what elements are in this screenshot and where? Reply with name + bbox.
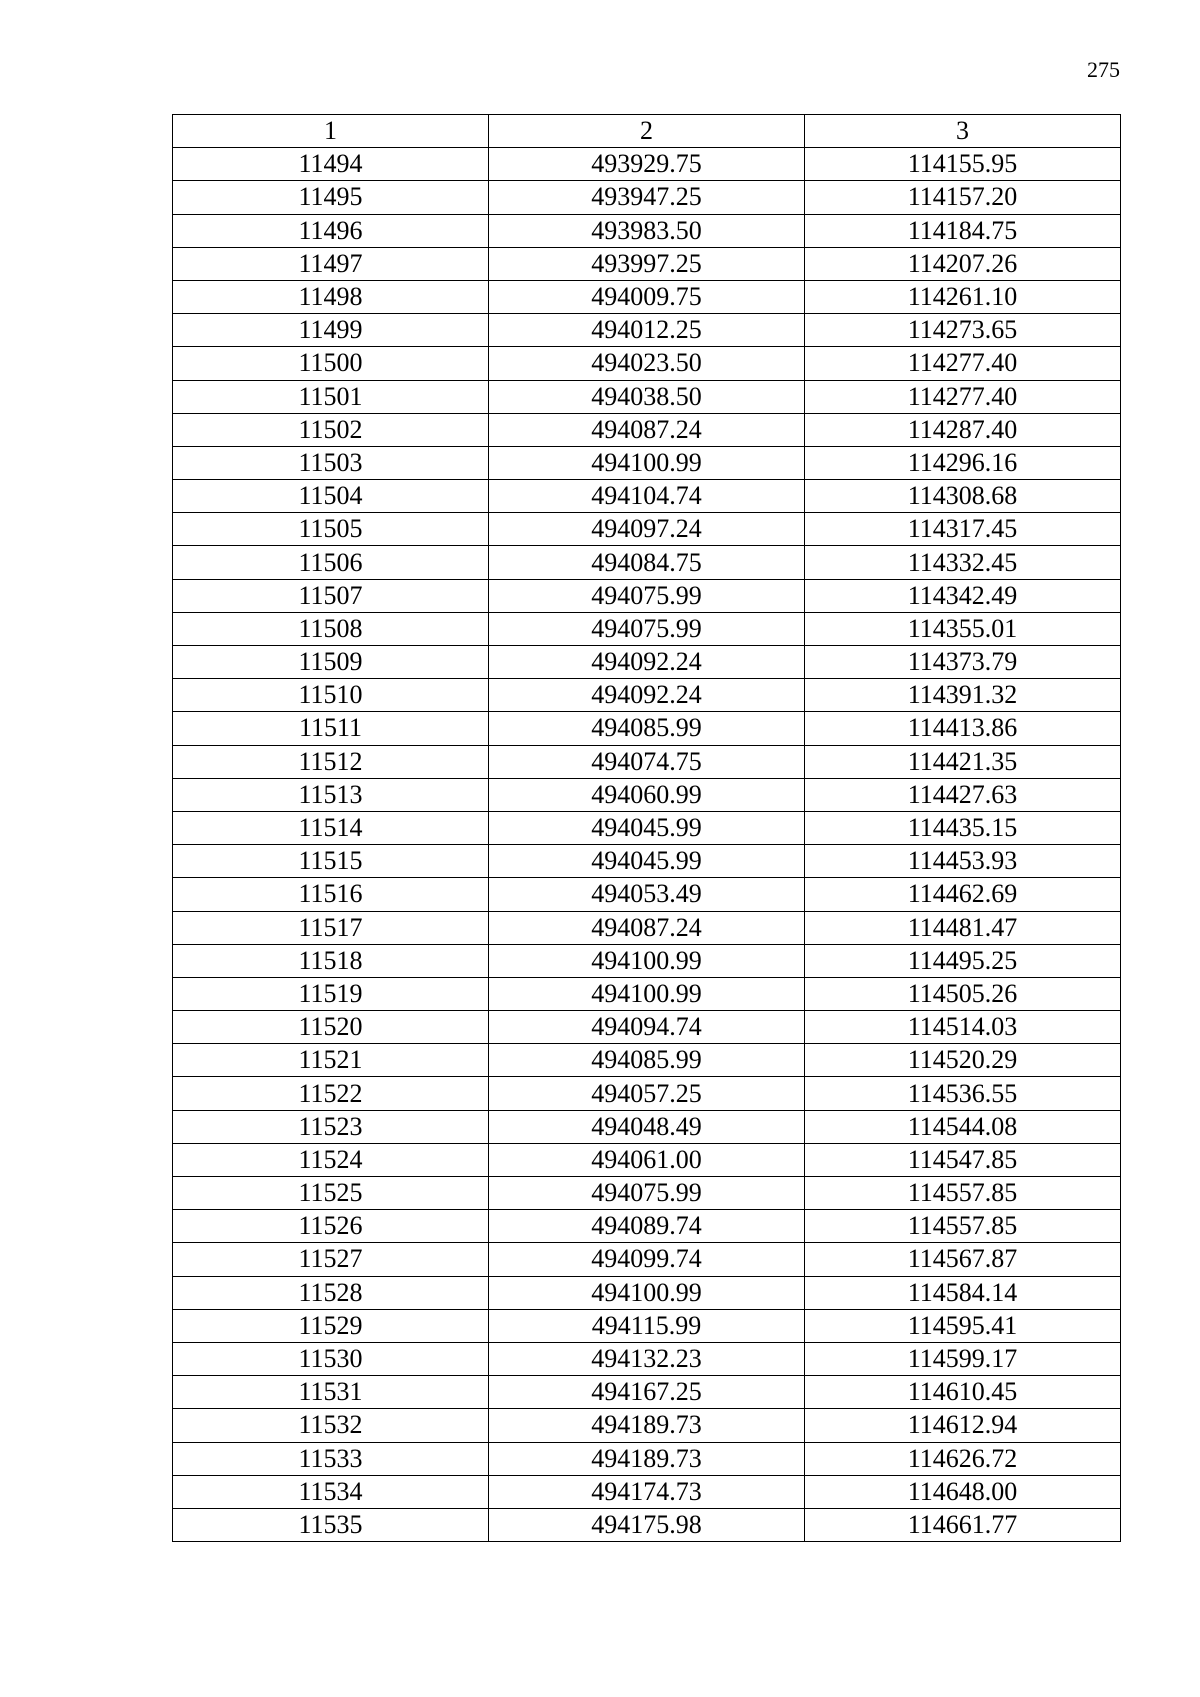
table-row xyxy=(173,778,1121,811)
table-cell-col-3: 114462.69 xyxy=(805,878,1121,911)
page-number: 275 xyxy=(1087,57,1120,82)
table-cell-col-1: 11510 xyxy=(173,679,489,712)
table-cell-col-1: 11528 xyxy=(173,1276,489,1309)
table-cell-col-1: 11519 xyxy=(173,977,489,1010)
table-cell-col-2: 494189.73 xyxy=(489,1442,805,1475)
table-cell-col-1: 11505 xyxy=(173,513,489,546)
table-row xyxy=(173,1011,1121,1044)
table-cell-col-2: 494012.25 xyxy=(489,314,805,347)
table-cell-col-3: 114355.01 xyxy=(805,612,1121,645)
table-cell-col-3: 114391.32 xyxy=(805,679,1121,712)
table-cell-col-1: 11520 xyxy=(173,1011,489,1044)
table-cell-col-2: 494132.23 xyxy=(489,1342,805,1375)
table-cell-col-2: 494175.98 xyxy=(489,1508,805,1541)
table-cell-col-2: 494167.25 xyxy=(489,1376,805,1409)
table-row xyxy=(173,314,1121,347)
table-header-row xyxy=(173,115,1121,148)
table-cell-col-2: 494092.24 xyxy=(489,646,805,679)
table-cell-col-2: 494053.49 xyxy=(489,878,805,911)
table-cell-col-3: 114481.47 xyxy=(805,911,1121,944)
table-row xyxy=(173,513,1121,546)
table-row xyxy=(173,944,1121,977)
table-cell-col-3: 114648.00 xyxy=(805,1475,1121,1508)
table-cell-col-3: 114207.26 xyxy=(805,247,1121,280)
table-cell-col-2: 494074.75 xyxy=(489,745,805,778)
table-cell-col-1: 11513 xyxy=(173,778,489,811)
table-cell-col-3: 114317.45 xyxy=(805,513,1121,546)
table-cell-col-2: 494087.24 xyxy=(489,911,805,944)
table-row xyxy=(173,612,1121,645)
table-cell-col-3: 114599.17 xyxy=(805,1342,1121,1375)
table-row xyxy=(173,679,1121,712)
table-cell-col-2: 494075.99 xyxy=(489,579,805,612)
table-cell-col-1: 11500 xyxy=(173,347,489,380)
table-cell-col-2: 494060.99 xyxy=(489,778,805,811)
column-header-3: 3 xyxy=(805,115,1121,148)
table-cell-col-1: 11534 xyxy=(173,1475,489,1508)
table-cell-col-3: 114273.65 xyxy=(805,314,1121,347)
table-cell-col-1: 11517 xyxy=(173,911,489,944)
table-cell-col-1: 11524 xyxy=(173,1143,489,1176)
table-cell-col-2: 494045.99 xyxy=(489,845,805,878)
table-cell-col-3: 114557.85 xyxy=(805,1210,1121,1243)
table-cell-col-1: 11535 xyxy=(173,1508,489,1541)
table-cell-col-2: 494009.75 xyxy=(489,280,805,313)
table-row xyxy=(173,878,1121,911)
table-cell-col-2: 494092.24 xyxy=(489,679,805,712)
table-row xyxy=(173,1508,1121,1541)
table-row xyxy=(173,280,1121,313)
table-cell-col-3: 114536.55 xyxy=(805,1077,1121,1110)
table-cell-col-2: 494048.49 xyxy=(489,1110,805,1143)
table-cell-col-3: 114184.75 xyxy=(805,214,1121,247)
table-row xyxy=(173,347,1121,380)
table-cell-col-2: 493947.25 xyxy=(489,181,805,214)
table-row xyxy=(173,247,1121,280)
table-row xyxy=(173,1409,1121,1442)
table-row xyxy=(173,1143,1121,1176)
table-cell-col-1: 11533 xyxy=(173,1442,489,1475)
table-cell-col-3: 114435.15 xyxy=(805,811,1121,844)
table-body xyxy=(173,148,1121,1542)
table-cell-col-2: 494104.74 xyxy=(489,480,805,513)
table-row xyxy=(173,1077,1121,1110)
table-cell-col-1: 11529 xyxy=(173,1309,489,1342)
table-cell-col-2: 494075.99 xyxy=(489,612,805,645)
table-row xyxy=(173,1177,1121,1210)
table-cell-col-3: 114296.16 xyxy=(805,446,1121,479)
table-cell-col-1: 11512 xyxy=(173,745,489,778)
table-cell-col-3: 114332.45 xyxy=(805,546,1121,579)
table-row xyxy=(173,446,1121,479)
table-cell-col-3: 114505.26 xyxy=(805,977,1121,1010)
table-cell-col-1: 11527 xyxy=(173,1243,489,1276)
table-cell-col-2: 494085.99 xyxy=(489,1044,805,1077)
table-cell-col-3: 114373.79 xyxy=(805,646,1121,679)
table-cell-col-2: 493983.50 xyxy=(489,214,805,247)
table-cell-col-2: 494099.74 xyxy=(489,1243,805,1276)
table-cell-col-2: 494100.99 xyxy=(489,1276,805,1309)
table-cell-col-2: 494087.24 xyxy=(489,413,805,446)
table-cell-col-3: 114277.40 xyxy=(805,380,1121,413)
table-cell-col-1: 11506 xyxy=(173,546,489,579)
table-cell-col-1: 11507 xyxy=(173,579,489,612)
table-row xyxy=(173,1110,1121,1143)
table-cell-col-1: 11515 xyxy=(173,845,489,878)
table-cell-col-1: 11518 xyxy=(173,944,489,977)
table-cell-col-3: 114287.40 xyxy=(805,413,1121,446)
table-row xyxy=(173,546,1121,579)
coordinates-table-container xyxy=(172,114,1121,1542)
table-row xyxy=(173,1309,1121,1342)
table-cell-col-1: 11521 xyxy=(173,1044,489,1077)
table-cell-col-1: 11526 xyxy=(173,1210,489,1243)
table-cell-col-1: 11503 xyxy=(173,446,489,479)
table-row xyxy=(173,712,1121,745)
table-row xyxy=(173,579,1121,612)
table-cell-col-3: 114514.03 xyxy=(805,1011,1121,1044)
table-row xyxy=(173,181,1121,214)
table-cell-col-3: 114595.41 xyxy=(805,1309,1121,1342)
table-cell-col-2: 493997.25 xyxy=(489,247,805,280)
table-row xyxy=(173,977,1121,1010)
table-cell-col-1: 11494 xyxy=(173,148,489,181)
column-header-1: 1 xyxy=(173,115,489,148)
table-cell-col-3: 114421.35 xyxy=(805,745,1121,778)
table-cell-col-2: 494100.99 xyxy=(489,944,805,977)
table-cell-col-3: 114544.08 xyxy=(805,1110,1121,1143)
table-cell-col-2: 494085.99 xyxy=(489,712,805,745)
table-row xyxy=(173,1342,1121,1375)
table-cell-col-2: 494038.50 xyxy=(489,380,805,413)
table-cell-col-3: 114155.95 xyxy=(805,148,1121,181)
table-cell-col-1: 11496 xyxy=(173,214,489,247)
table-cell-col-1: 11502 xyxy=(173,413,489,446)
table-cell-col-1: 11514 xyxy=(173,811,489,844)
table-cell-col-1: 11509 xyxy=(173,646,489,679)
table-cell-col-2: 494061.00 xyxy=(489,1143,805,1176)
table-cell-col-3: 114610.45 xyxy=(805,1376,1121,1409)
table-cell-col-2: 494097.24 xyxy=(489,513,805,546)
table-row xyxy=(173,1442,1121,1475)
table-cell-col-2: 494023.50 xyxy=(489,347,805,380)
table-cell-col-1: 11523 xyxy=(173,1110,489,1143)
table-row xyxy=(173,1044,1121,1077)
table-cell-col-3: 114413.86 xyxy=(805,712,1121,745)
table-cell-col-3: 114427.63 xyxy=(805,778,1121,811)
table-row xyxy=(173,1210,1121,1243)
table-cell-col-2: 494057.25 xyxy=(489,1077,805,1110)
table-cell-col-3: 114157.20 xyxy=(805,181,1121,214)
table-row xyxy=(173,911,1121,944)
table-cell-col-3: 114342.49 xyxy=(805,579,1121,612)
table-cell-col-1: 11522 xyxy=(173,1077,489,1110)
table-row xyxy=(173,745,1121,778)
table-cell-col-1: 11498 xyxy=(173,280,489,313)
table-cell-col-2: 494075.99 xyxy=(489,1177,805,1210)
table-cell-col-1: 11495 xyxy=(173,181,489,214)
table-row xyxy=(173,1243,1121,1276)
table-cell-col-3: 114661.77 xyxy=(805,1508,1121,1541)
table-row xyxy=(173,480,1121,513)
table-row xyxy=(173,845,1121,878)
table-cell-col-2: 494045.99 xyxy=(489,811,805,844)
table-row xyxy=(173,1376,1121,1409)
table-cell-col-3: 114308.68 xyxy=(805,480,1121,513)
table-cell-col-1: 11531 xyxy=(173,1376,489,1409)
table-cell-col-1: 11508 xyxy=(173,612,489,645)
table-cell-col-3: 114520.29 xyxy=(805,1044,1121,1077)
table-cell-col-3: 114567.87 xyxy=(805,1243,1121,1276)
table-cell-col-2: 494100.99 xyxy=(489,446,805,479)
table-cell-col-1: 11516 xyxy=(173,878,489,911)
table-cell-col-2: 494115.99 xyxy=(489,1309,805,1342)
column-header-2: 2 xyxy=(489,115,805,148)
table-cell-col-1: 11511 xyxy=(173,712,489,745)
table-cell-col-2: 494189.73 xyxy=(489,1409,805,1442)
table-cell-col-1: 11525 xyxy=(173,1177,489,1210)
table-cell-col-3: 114557.85 xyxy=(805,1177,1121,1210)
table-cell-col-2: 493929.75 xyxy=(489,148,805,181)
table-cell-col-3: 114584.14 xyxy=(805,1276,1121,1309)
table-row xyxy=(173,646,1121,679)
table-cell-col-1: 11532 xyxy=(173,1409,489,1442)
table-row xyxy=(173,1276,1121,1309)
table-cell-col-1: 11501 xyxy=(173,380,489,413)
table-cell-col-3: 114547.85 xyxy=(805,1143,1121,1176)
table-row xyxy=(173,148,1121,181)
table-row xyxy=(173,811,1121,844)
table-cell-col-3: 114261.10 xyxy=(805,280,1121,313)
table-cell-col-3: 114277.40 xyxy=(805,347,1121,380)
coordinates-table xyxy=(172,114,1121,1542)
table-cell-col-1: 11499 xyxy=(173,314,489,347)
table-cell-col-2: 494174.73 xyxy=(489,1475,805,1508)
table-cell-col-2: 494084.75 xyxy=(489,546,805,579)
table-cell-col-3: 114626.72 xyxy=(805,1442,1121,1475)
table-cell-col-3: 114612.94 xyxy=(805,1409,1121,1442)
table-cell-col-3: 114495.25 xyxy=(805,944,1121,977)
table-row xyxy=(173,413,1121,446)
table-cell-col-2: 494094.74 xyxy=(489,1011,805,1044)
table-cell-col-1: 11530 xyxy=(173,1342,489,1375)
table-row xyxy=(173,380,1121,413)
table-cell-col-2: 494089.74 xyxy=(489,1210,805,1243)
table-cell-col-1: 11504 xyxy=(173,480,489,513)
table-cell-col-2: 494100.99 xyxy=(489,977,805,1010)
table-row xyxy=(173,1475,1121,1508)
table-row xyxy=(173,214,1121,247)
table-cell-col-3: 114453.93 xyxy=(805,845,1121,878)
table-cell-col-1: 11497 xyxy=(173,247,489,280)
